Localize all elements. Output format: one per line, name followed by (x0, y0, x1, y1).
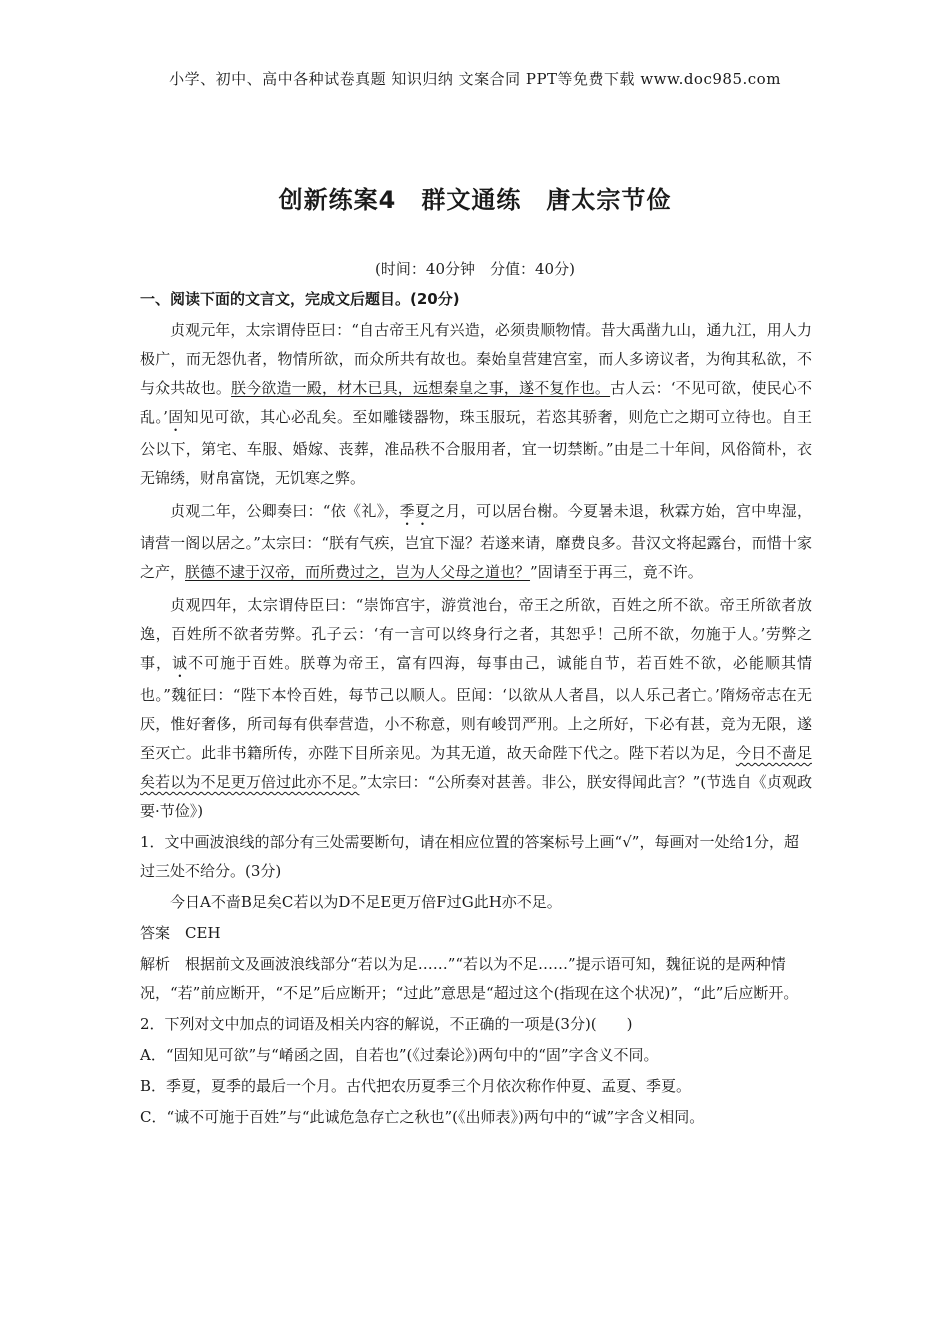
answer-line (140, 919, 812, 948)
answer-label: 答案 (140, 924, 171, 942)
text-span: 之月，可以居台榭。今夏暑未退，秋霖方始，宫中卑湿，请营一阁以居之。”太宗曰：“朕有气疾，岂宜下湿？若遂来请，靡费良多。昔汉文将起露台，而惜十家之产， (140, 502, 812, 581)
text-span: 贞观元年，太宗谓侍臣曰：“自古帝王凡有兴造，必须贵顺物情。昔大禹凿九山，通九江，用人力极广，而无怨仇者，物情所欲，而众所共有故也。秦始皇营建宫室，而人多谤议者，为徇其私欲，不与众共故也。 (140, 321, 812, 397)
text-span: ”固请至于再三，竟不许。 (530, 563, 703, 581)
option-c: C．“诚不可施于百姓”与“此诚危急存亡之秋也”(《出师表》)两句中的“诚”字含义相同。 (140, 1108, 705, 1126)
analysis-text: 根据前文及画波浪线部分“若以为足……”“若以为不足……”提示语可知，魏征说的是两种情况，“若”前应断开，“不足”后应断开；“过此”意思是“超过这个(指现在这个状况)”，“此”后应断开。 (140, 955, 799, 1002)
question-2-stem: 2．下列对文中加点的词语及相关内容的解说，不正确的一项是(3分)( ) (140, 1015, 633, 1033)
time-score-info: (时间：40分钟 分值：40分) (375, 260, 575, 278)
option-a: A．“固知见可欲”与“崤函之固，自若也”(《过秦论》)两句中的“固”字含义不同。 (140, 1046, 659, 1064)
dotted-word: 诚 (172, 654, 189, 672)
page-title: 创新练案4 群文通练 唐太宗节俭 (278, 186, 672, 214)
text-span: 不可施于百姓。朕尊为帝王，富有四海，每事由己，诚能自节，若百姓不欲，必能顺其情也。”魏征曰：“陛下本怜百姓，每节己以顺人。臣闻：‘以欲从人者昌，以人乐己者亡。’隋炀帝志在无厌，惟好奢侈，所司每有供奉营造，小不称意，则有峻罚严刑。上之所好，下必有甚，竞为无限，遂至灭亡。此非书籍所传，亦陛下目所亲见。为其无道，故天命陛下代之。陛下若以为足， (140, 654, 812, 762)
passage-paragraph-3 (140, 591, 812, 826)
question-1-stem: 1．文中画波浪线的部分有三处需要断句，请在相应位置的答案标号上画“√”，每画对一处给1分，超过三处不给分。(3分) (140, 833, 799, 880)
text-span: 贞观四年，太宗谓侍臣曰：“崇饰宫宇，游赏池台，帝王之所欲，百姓之所不欲。帝王所欲者放逸，百姓所不欲者劳弊。孔子云：‘有一言可以终身行之者，其恕乎！己所不欲，勿施于人。’劳弊之事， (140, 596, 812, 672)
text-span: 贞观二年，公卿奏曰：“依《礼》， (170, 502, 400, 520)
underlined-sentence: 朕德不逮于汉帝，而所费过之，岂为人父母之道也？ (185, 563, 531, 581)
dotted-word: 季夏 (399, 502, 431, 520)
wavy-underlined-sentence: 今日不啬足矣若以为不足更万倍过此亦不足。 (140, 744, 812, 791)
passage-paragraph-2 (140, 497, 812, 587)
text-span: ”太宗曰：“公所奏对甚善。非公，朕安得闻此言？”(节选自《贞观政要·节俭》) (140, 773, 812, 820)
text-span: 古人云：‘不见可欲，使民心不乱。’ (140, 379, 812, 426)
option-b: B．季夏，夏季的最后一个月。古代把农历夏季三个月依次称作仲夏、孟夏、季夏。 (140, 1077, 692, 1095)
text-span: 知见可欲，其心必乱矣。至如雕镂器物，珠玉服玩，若恣其骄奢，则危亡之期可立待也。自王公以下，第宅、车服、婚嫁、丧葬，准品秩不合服用者，宜一切禁断。”由是二十年间，风俗简朴，衣无锦绣，财帛富饶，无饥寒之弊。 (140, 408, 812, 487)
underlined-sentence: 朕今欲造一殿，材木已具，远想秦皇之事，遂不复作也。 (230, 379, 611, 397)
section-heading: 一、阅读下面的文言文，完成文后题目。(20分) (140, 290, 460, 308)
dotted-word: 固 (167, 408, 184, 426)
analysis-block (140, 950, 812, 1008)
site-header: 小学、初中、高中各种试卷真题 知识归纳 文案合同 PPT等免费下载 www.doc985.com (169, 70, 781, 88)
document-body (140, 286, 812, 1132)
passage-paragraph-1 (140, 316, 812, 493)
answer-value: CEH (185, 924, 221, 942)
question-1-options: 今日A不啬B足矣C若以为D不足E更万倍F过G此H亦不足。 (170, 893, 562, 911)
analysis-label: 解析 (140, 955, 171, 973)
